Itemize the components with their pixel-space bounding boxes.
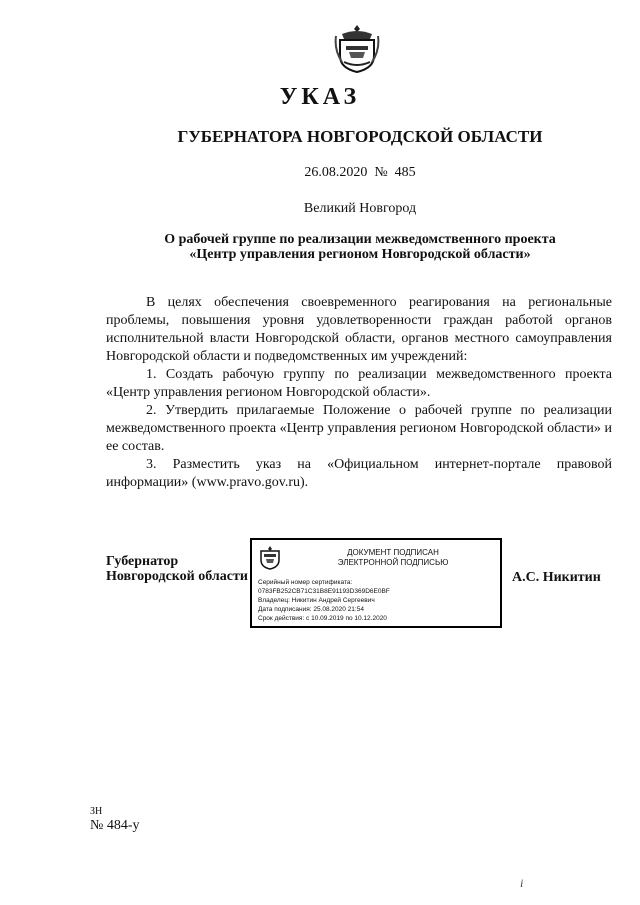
body-paragraph-1: 1. Создать рабочую группу по реализации межведомственного проекта «Центр управления регионом Новгородской области». — [106, 367, 612, 400]
body-paragraph-3: 3. Разместить указ на «Официальном интернет-портале правовой информации» (www.pravo.gov.ru). — [106, 457, 612, 490]
certificate-validity: Срок действия: с 10.09.2019 по 10.12.2020 — [258, 615, 387, 622]
document-subtitle: ГУБЕРНАТОРА НОВГОРОДСКОЙ ОБЛАСТИ — [177, 127, 543, 146]
stamp-title-line-1: ДОКУМЕНТ ПОДПИСАН — [347, 548, 439, 557]
coat-of-arms-emblem — [334, 22, 380, 74]
stamp-details — [258, 578, 500, 623]
signatory-name: А.С. Никитин — [512, 570, 601, 585]
position-line-1: Губернатор — [106, 554, 179, 569]
certificate-label: Серийный номер сертификата: — [258, 579, 353, 586]
stamp-title-line-2: ЭЛЕКТРОННОЙ ПОДПИСЬЮ — [337, 558, 449, 567]
document-body — [106, 294, 612, 492]
heading-line-1: О рабочей группе по реализации межведомственного проекта — [164, 232, 556, 247]
document-number: 485 — [394, 165, 416, 180]
stamp-emblem-icon — [258, 545, 282, 571]
page-mark: i — [520, 876, 524, 890]
body-paragraph-preamble: В целях обеспечения своевременного реагирования на региональные проблемы, повышения уровня удовлетворенности граждан работой органов исполнительной власти Новгородской области, органов местного самоуправления Новгородской области и подведомственных им учреждений: — [106, 295, 612, 364]
signing-date: Дата подписания: 25.08.2020 21:54 — [258, 606, 364, 613]
certificate-owner: Владелец: Никитин Андрей Сергеевич — [258, 597, 375, 604]
executor-initials: ЗН — [90, 806, 103, 817]
number-sign: № — [374, 165, 388, 180]
signatory-position — [106, 554, 248, 584]
date-number-line — [60, 165, 640, 181]
registration-number: № 484-у — [90, 818, 140, 833]
document-date: 26.08.2020 — [304, 165, 368, 180]
city-line: Великий Новгород — [303, 201, 417, 216]
document-title: УКАЗ — [279, 84, 361, 110]
heading-line-2: «Центр управления регионом Новгородской области» — [189, 247, 531, 262]
electronic-signature-stamp — [250, 538, 502, 628]
body-paragraph-2: 2. Утвердить прилагаемые Положение о рабочей группе по реализации межведомственного проекта «Центр управления регионом Новгородской области» и ее состав. — [106, 403, 612, 454]
certificate-serial: 0783FB252CB71C31B8E91193D369D6E0BF — [258, 588, 390, 595]
document-heading — [100, 232, 620, 262]
stamp-heading — [290, 548, 496, 568]
position-line-2: Новгородской области — [106, 569, 248, 584]
